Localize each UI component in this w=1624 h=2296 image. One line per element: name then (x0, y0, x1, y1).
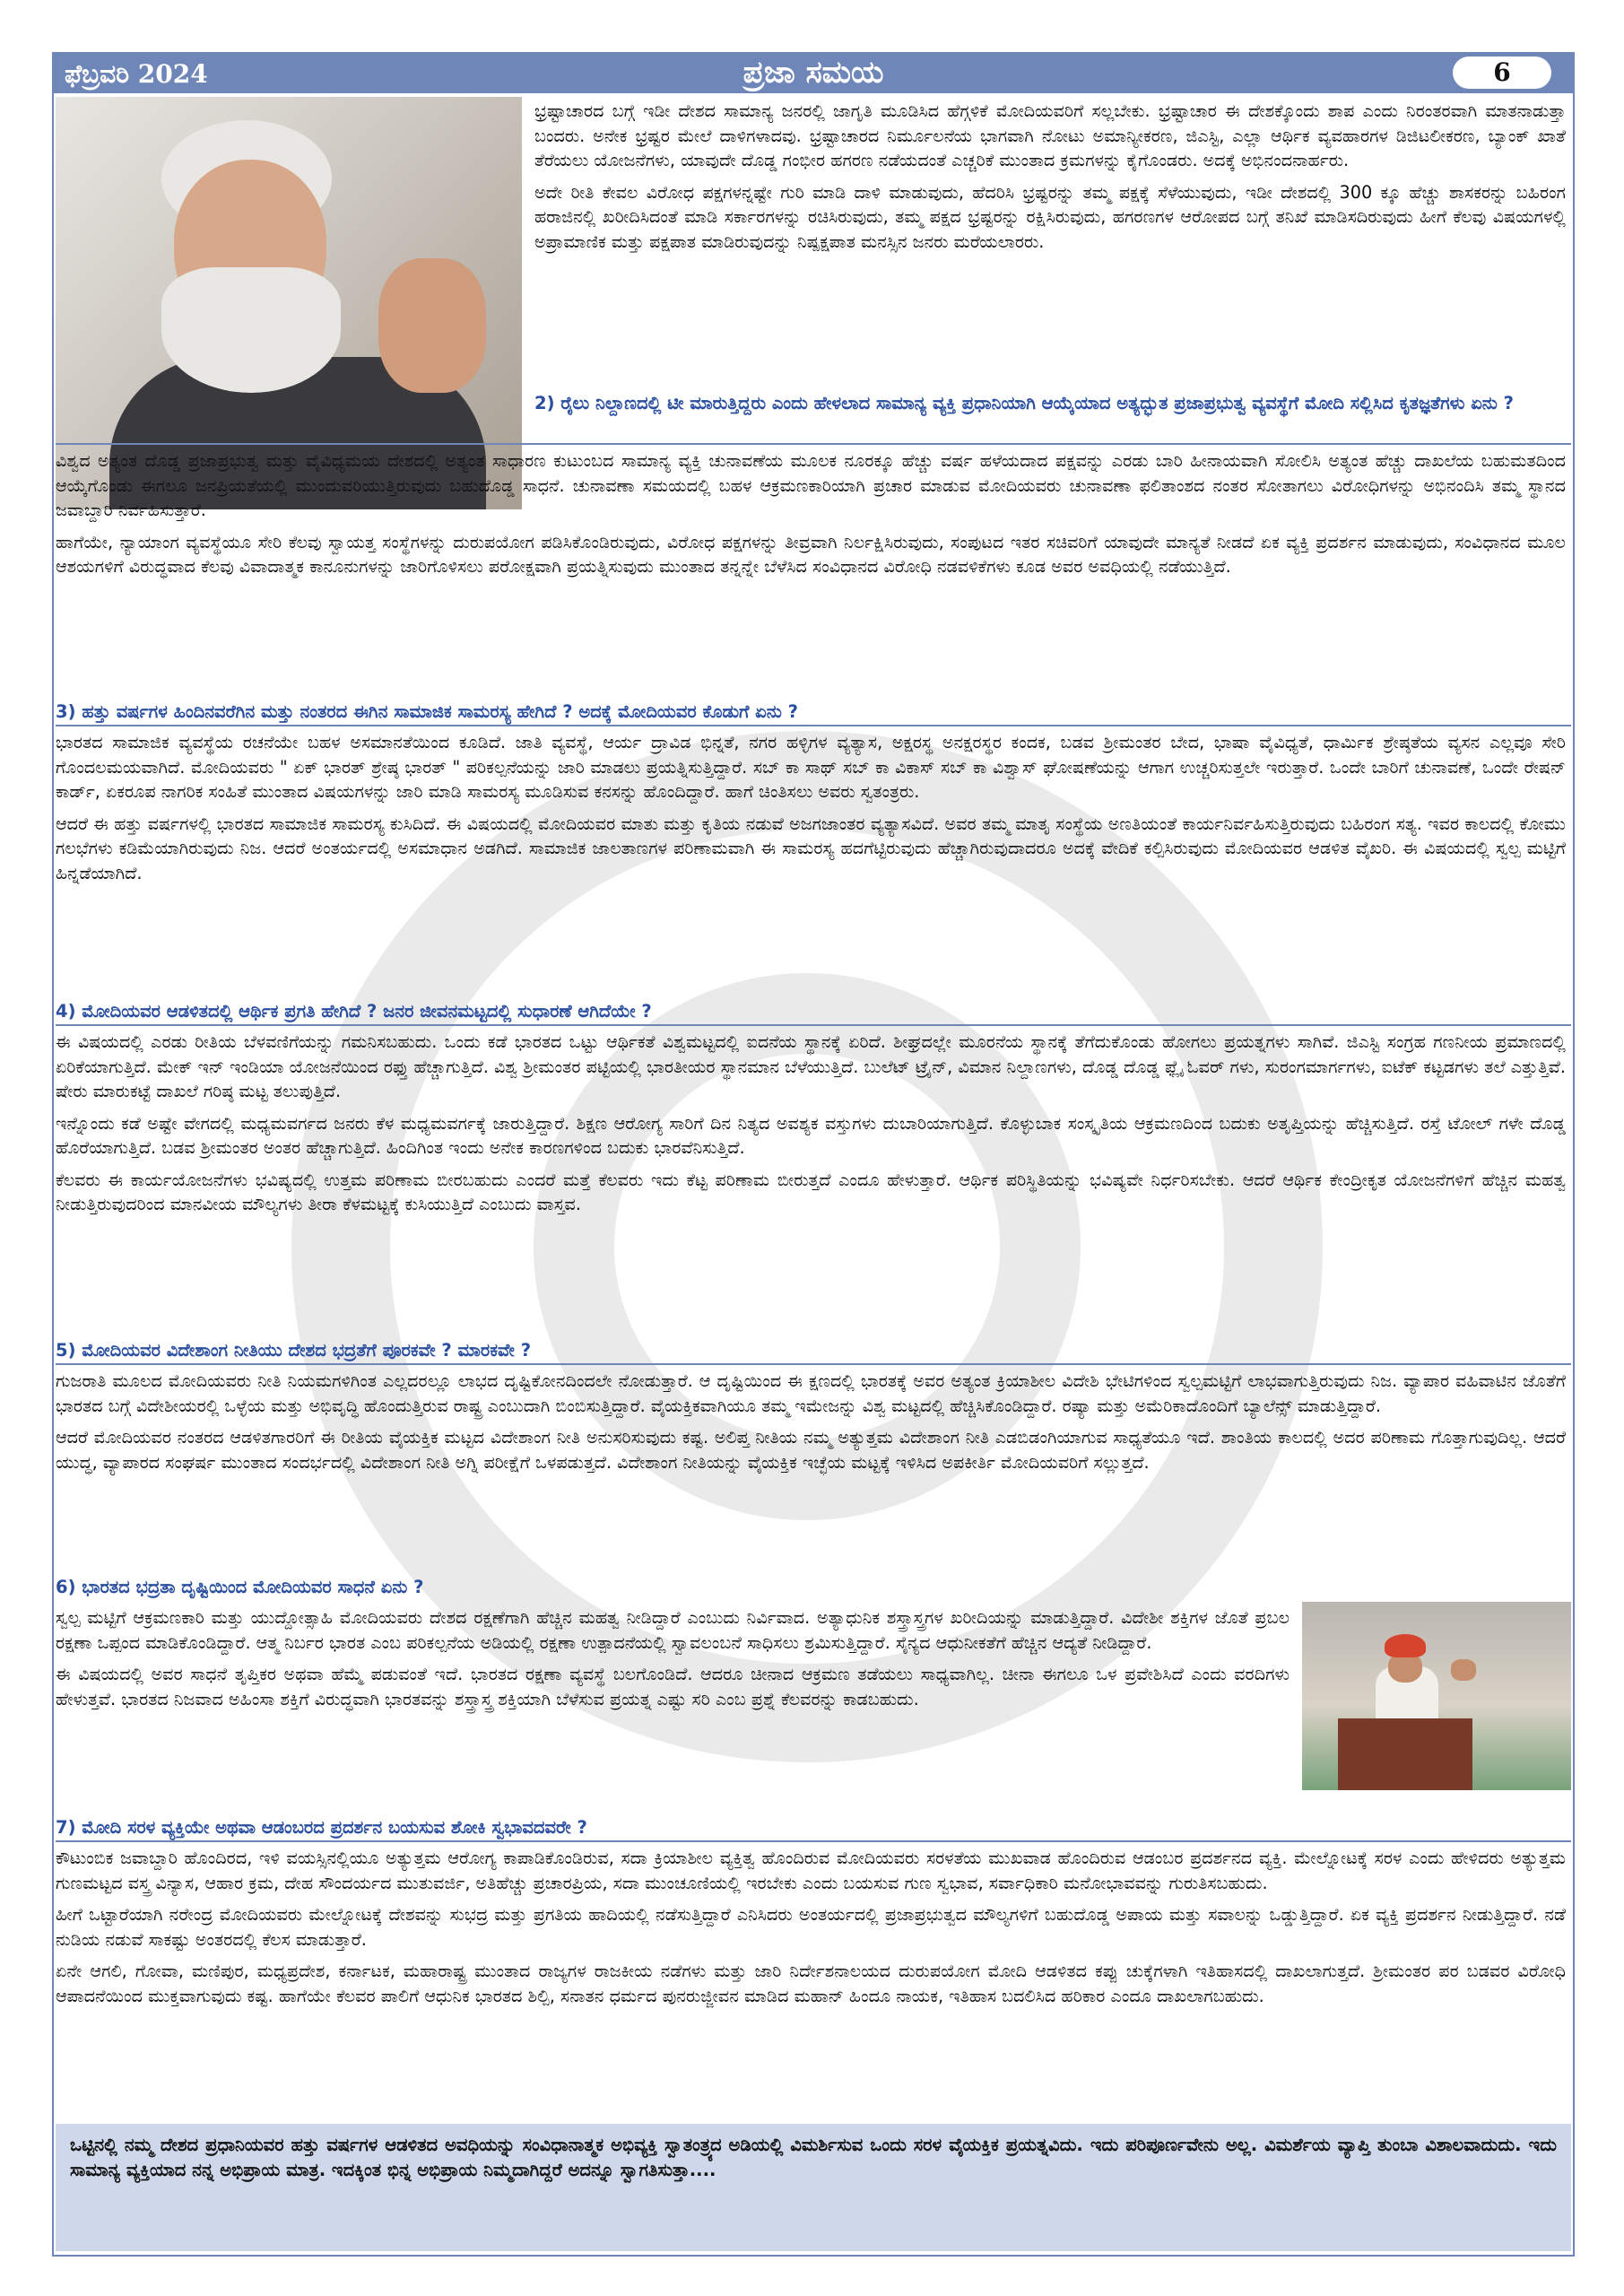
portrait-photo (56, 97, 522, 509)
paragraph: ವಿಶ್ವದ ಅತ್ಯಂತ ದೊಡ್ಡ ಪ್ರಜಾಪ್ರಭುತ್ವ ಮತ್ತು ವೈವಿಧ್ಯಮಯ ದೇಶದಲ್ಲಿ ಅತ್ಯಂತ ಸಾಧಾರಣ ಕುಟುಂಬದ ಸಾಮಾನ್ಯ ವ್ಯಕ್ತಿ ಚುನಾವಣೆಯ ಮೂಲಕ ನೂರಕ್ಕೂ ಹೆಚ್ಚು ವರ್ಷ ಹಳೆಯದಾದ ಪಕ್ಷವನ್ನು ಎರಡು ಬಾರಿ ಹೀನಾಯವಾಗಿ ಸೋಲಿಸಿ ಅತ್ಯಂತ ಹೆಚ್ಚು ದಾಖಲೆಯ ಬಹುಮತದಿಂದ ಆಯ್ಕೆಗೊಂಡು ಈಗಲೂ ಜನಪ್ರಿಯತೆಯಲ್ಲಿ ಮುಂದುವರಿಯುತ್ತಿರುವುದು ಬಹುದೊಡ್ಡ ಸಾಧನೆ. ಚುನಾವಣಾ ಸಮಯದಲ್ಲಿ ಬಹಳ ಆಕ್ರಮಣಕಾರಿಯಾಗಿ ಪ್ರಚಾರ ಮಾಡುವ ಮೋದಿಯವರು ಚುನಾವಣಾ ಫಲಿತಾಂಶದ ನಂತರ ಸೋತಾಗಲು ವಿರೋಧಿಗಳನ್ನು ಅಭಿನಂದಿಸಿ ತಮ್ಮ ಸ್ಥಾನದ ಜವಾಬ್ದಾರಿ ನಿರ್ವಹಿಸುತ್ತಾರೆ. (56, 450, 1566, 520)
paragraph: ಕೆಲವರು ಈ ಕಾರ್ಯಯೋಜನೆಗಳು ಭವಿಷ್ಯದಲ್ಲಿ ಉತ್ತಮ ಪರಿಣಾಮ ಬೀರಬಹುದು ಎಂದರೆ ಮತ್ತೆ ಕೆಲವರು ಇದು ಕೆಟ್ಟ ಪರಿಣಾಮ ಬೀರುತ್ತದೆ ಎಂದೂ ಹೇಳುತ್ತಾರೆ. ಆರ್ಥಿಕ ಪರಿಸ್ಥಿತಿಯನ್ನು ಭವಿಷ್ಯವೇ ನಿರ್ಧರಿಸಬೇಕು. ಆದರೆ ಆರ್ಥಿಕ ಕೇಂದ್ರೀಕೃತ ಯೋಜನೆಗಳಿಗೆ ಹೆಚ್ಚಿನ ಮಹತ್ವ ನೀಡುತ್ತಿರುವುದರಿಂದ ಮಾನವೀಯ ಮೌಲ್ಯಗಳು ತೀರಾ ಕೆಳಮಟ್ಟಕ್ಕೆ ಕುಸಿಯುತ್ತಿದೆ ಎಂಬುದು ವಾಸ್ತವ. (56, 1169, 1566, 1214)
paragraph: ಹೀಗೆ ಒಟ್ಟಾರೆಯಾಗಿ ನರೇಂದ್ರ ಮೋದಿಯವರು ಮೇಲ್ನೋಟಕ್ಕೆ ದೇಶವನ್ನು ಸುಭದ್ರ ಮತ್ತು ಪ್ರಗತಿಯ ಹಾದಿಯಲ್ಲಿ ನಡೆಸುತ್ತಿದ್ದಾರೆ ಎನಿಸಿದರು ಅಂತರ್ಯದಲ್ಲಿ ಪ್ರಜಾಪ್ರಭುತ್ವದ ಮೌಲ್ಯಗಳಿಗೆ ಬಹುದೊಡ್ಡ ಅಪಾಯ ಮತ್ತು ಸವಾಲನ್ನು ಒಡ್ಡುತ್ತಿದ್ದಾರೆ. ಏಕ ವ್ಯಕ್ತಿ ಪ್ರದರ್ಶನ ನೀಡುತ್ತಿದ್ದಾರೆ. ನಡೆ ನುಡಿಯ ನಡುವೆ ಸಾಕಷ್ಟು ಅಂತರದಲ್ಲಿ ಕೆಲಸ ಮಾಡುತ್ತಾರೆ. (56, 1904, 1566, 1950)
question-heading: 3) ಹತ್ತು ವರ್ಷಗಳ ಹಿಂದಿನವರೆಗಿನ ಮತ್ತು ನಂತರದ ಈಗಿನ ಸಾಮಾಜಿಕ ಸಾಮರಸ್ಯ ಹೇಗಿದೆ ? ಅದಕ್ಕೆ ಮೋದಿಯವರ ಕೊಡುಗೆ ಏನು ? (56, 701, 798, 722)
question-heading: 4) ಮೋದಿಯವರ ಆಡಳಿತದಲ್ಲಿ ಆರ್ಥಿಕ ಪ್ರಗತಿ ಹೇಗಿದೆ ? ಜನರ ಜೀವನಮಟ್ಟದಲ್ಲಿ ಸುಧಾರಣೆ ಆಗಿದೆಯೇ ? (56, 1001, 652, 1022)
answer-text (56, 1605, 1290, 1711)
closing-note-box (56, 2124, 1571, 2251)
paragraph: ಭಾರತದ ಸಾಮಾಜಿಕ ವ್ಯವಸ್ಥೆಯ ರಚನೆಯೇ ಬಹಳ ಅಸಮಾನತೆಯಿಂದ ಕೂಡಿದೆ. ಜಾತಿ ವ್ಯವಸ್ಥೆ, ಆರ್ಯ ದ್ರಾವಿಡ ಭಿನ್ನತೆ, ನಗರ ಹಳ್ಳಿಗಳ ವ್ಯತ್ಯಾಸ, ಅಕ್ಷರಸ್ಥ ಅನಕ್ಷರಸ್ಥರ ಕಂದಕ, ಬಡವ ಶ್ರೀಮಂತರ ಬೇದ, ಭಾಷಾ ವೈವಿಧ್ಯತೆ, ಧಾರ್ಮಿಕ ಶ್ರೇಷ್ಠತೆಯ ವ್ಯಸನ ಎಲ್ಲವೂ ಸೇರಿ ಗೊಂದಲಮಯವಾಗಿದೆ. ಮೋದಿಯವರು " ಏಕ್ ಭಾರತ್ ಶ್ರೇಷ್ಠ ಭಾರತ್ " ಪರಿಕಲ್ಪನೆಯನ್ನು ಜಾರಿ ಮಾಡಲು ಪ್ರಯತ್ನಿಸುತ್ತಿದ್ದಾರೆ. ಸಬ್ ಕಾ ಸಾಥ್ ಸಬ್ ಕಾ ವಿಕಾಸ್ ಸಬ್ ಕಾ ವಿಶ್ವಾಸ್ ಘೋಷಣೆಯನ್ನು ಆಗಾಗ ಉಚ್ಚರಿಸುತ್ತಲೇ ಇರುತ್ತಾರೆ. ಒಂದೇ ಬಾರಿಗೆ ಚುನಾವಣೆ, ಒಂದೇ ರೇಷನ್ ಕಾರ್ಡ್, ಏಕರೂಪ ನಾಗರಿಕ ಸಂಹಿತೆ ಮುಂತಾದ ವಿಷಯಗಳನ್ನು ಜಾರಿ ಮಾಡಿ ಸಾಮರಸ್ಯ ಮೂಡಿಸುವ ಕನಸನ್ನು ಹೊಂದಿದ್ದಾರೆ. ಹಾಗೆ ಚಿಂತಿಸಲು ಅವರು ಸ್ವತಂತ್ರರು. (56, 732, 1566, 802)
paragraph: ಭ್ರಷ್ಟಾಚಾರದ ಬಗ್ಗೆ ಇಡೀ ದೇಶದ ಸಾಮಾನ್ಯ ಜನರಲ್ಲಿ ಜಾಗೃತಿ ಮೂಡಿಸಿದ ಹೆಗ್ಗಳಿಕೆ ಮೋದಿಯವರಿಗೆ ಸಲ್ಲಬೇಕು. ಭ್ರಷ್ಟಾಚಾರ ಈ ದೇಶಕ್ಕೊಂದು ಶಾಪ ಎಂದು ನಿರಂತರವಾಗಿ ಮಾತನಾಡುತ್ತಾ ಬಂದರು. ಅನೇಕ ಭ್ರಷ್ಟರ ಮೇಲೆ ದಾಳಿಗಳಾದವು. ಭ್ರಷ್ಟಾಚಾರದ ನಿರ್ಮೂಲನೆಯ ಭಾಗವಾಗಿ ನೋಟು ಅಮಾನ್ಯೀಕರಣ, ಜಿಎಸ್ಟಿ, ಎಲ್ಲಾ ಆರ್ಥಿಕ ವ್ಯವಹಾರಗಳ ಡಿಜಿಟಲೀಕರಣ, ಬ್ಯಾಂಕ್ ಖಾತೆ ತೆರೆಯಲು ಯೋಜನೆಗಳು, ಯಾವುದೇ ದೊಡ್ಡ ಗಂಭೀರ ಹಗರಣ ನಡೆಯದಂತೆ ಎಚ್ಚರಿಕೆ ಮುಂತಾದ ಕ್ರಮಗಳನ್ನು ಕೈಗೊಂಡರು. ಅದಕ್ಕೆ ಅಭಿನಂದನಾರ್ಹರು. (534, 100, 1566, 170)
question-heading: 5) ಮೋದಿಯವರ ವಿದೇಶಾಂಗ ನೀತಿಯು ದೇಶದ ಭದ್ರತೆಗೆ ಪೂರಕವೇ ? ಮಾರಕವೇ ? (56, 1340, 532, 1361)
paragraph: ಆದರೆ ಮೋದಿಯವರ ನಂತರದ ಆಡಳಿತಗಾರರಿಗೆ ಈ ರೀತಿಯ ವೈಯಕ್ತಿಕ ಮಟ್ಟದ ವಿದೇಶಾಂಗ ನೀತಿ ಅನುಸರಿಸುವುದು ಕಷ್ಟ. ಅಲಿಪ್ತ ನೀತಿಯ ನಮ್ಮ ಅತ್ಯುತ್ತಮ ವಿದೇಶಾಂಗ ನೀತಿ ಎಡಬಿಡಂಗಿಯಾಗುವ ಸಾಧ್ಯತೆಯೂ ಇದೆ. ಶಾಂತಿಯ ಕಾಲದಲ್ಲಿ ಅದರ ಪರಿಣಾಮ ಗೊತ್ತಾಗುವುದಿಲ್ಲ. ಆದರೆ ಯುದ್ಧ, ವ್ಯಾಪಾರದ ಸಂಘರ್ಷ ಮುಂತಾದ ಸಂದರ್ಭದಲ್ಲಿ ವಿದೇಶಾಂಗ ನೀತಿ ಅಗ್ನಿ ಪರೀಕ್ಷೆಗೆ ಒಳಪಡುತ್ತದೆ. ವಿದೇಶಾಂಗ ನೀತಿಯನ್ನು ವೈಯಕ್ತಿಕ ಇಚ್ಛೆಯ ಮಟ್ಟಕ್ಕೆ ಇಳಿಸಿದ ಅಪಕೀರ್ತಿ ಮೋದಿಯವರಿಗೆ ಸಲ್ಲುತ್ತದೆ. (56, 1427, 1566, 1473)
divider (56, 1363, 1571, 1365)
paragraph: ಹಾಗೆಯೇ, ನ್ಯಾಯಾಂಗ ವ್ಯವಸ್ಥೆಯೂ ಸೇರಿ ಕೆಲವು ಸ್ವಾಯತ್ತ ಸಂಸ್ಥೆಗಳನ್ನು ದುರುಪಯೋಗ ಪಡಿಸಿಕೊಂಡಿರುವುದು, ವಿರೋಧ ಪಕ್ಷಗಳನ್ನು ತೀವ್ರವಾಗಿ ನಿರ್ಲಕ್ಷಿಸಿರುವುದು, ಸಂಪುಟದ ಇತರ ಸಚಿವರಿಗೆ ಯಾವುದೇ ಮಾನ್ಯತೆ ನೀಡದೆ ಏಕ ವ್ಯಕ್ತಿ ಪ್ರದರ್ಶನ ಮಾಡುವುದು, ಸಂವಿಧಾನದ ಮೂಲ ಆಶಯಗಳಿಗೆ ವಿರುದ್ಧವಾದ ಕೆಲವು ವಿವಾದಾತ್ಮಕ ಕಾನೂನುಗಳನ್ನು ಜಾರಿಗೊಳಿಸಲು ಪರೋಕ್ಷವಾಗಿ ಪ್ರಯತ್ನಿಸುವುದು ಮುಂತಾದ ತನ್ನನ್ನೇ ಬೆಳೆಸಿದ ಸಂವಿಧಾನದ ವಿರೋಧಿ ನಡವಳಿಕೆಗಳು ಕೂಡ ಅವರ ಅವಧಿಯಲ್ಲಿ ನಡೆಯುತ್ತಿದೆ. (56, 531, 1566, 577)
answer-text (56, 448, 1566, 579)
answer-text (56, 1369, 1566, 1474)
divider (56, 725, 1571, 726)
intro-text (534, 99, 1566, 254)
masthead (52, 52, 1575, 93)
question-heading: 2) ರೈಲು ನಿಲ್ದಾಣದಲ್ಲಿ ಟೀ ಮಾರುತ್ತಿದ್ದರು ಎಂದು ಹೇಳಲಾದ ಸಾಮಾನ್ಯ ವ್ಯಕ್ತಿ ಪ್ರಧಾನಿಯಾಗಿ ಆಯ್ಕೆಯಾದ ಅತ್ಯದ್ಭುತ ಪ್ರಜಾಪ್ರಭುತ್ವ ವ್ಯವಸ್ಥೆಗೆ ಮೋದಿ ಸಲ್ಲಿಸಿದ ಕೃತಜ್ಞತೆಗಳು ಏನು ? (534, 393, 1514, 413)
paragraph: ಆದರೆ ಈ ಹತ್ತು ವರ್ಷಗಳಲ್ಲಿ ಭಾರತದ ಸಾಮಾಜಿಕ ಸಾಮರಸ್ಯ ಕುಸಿದಿದೆ. ಈ ವಿಷಯದಲ್ಲಿ ಮೋದಿಯವರ ಮಾತು ಮತ್ತು ಕೃತಿಯ ನಡುವೆ ಅಜಗಜಾಂತರ ವ್ಯತ್ಯಾಸವಿದೆ. ಅವರ ತಮ್ಮ ಮಾತೃ ಸಂಸ್ಥೆಯ ಅಣತಿಯಂತೆ ಕಾರ್ಯನಿರ್ವಹಿಸುತ್ತಿರುವುದು ಬಹಿರಂಗ ಸತ್ಯ. ಇವರ ಕಾಲದಲ್ಲಿ ಕೋಮು ಗಲಭೆಗಳು ಕಡಿಮೆಯಾಗಿರುವುದು ನಿಜ. ಆದರೆ ಅಂತರ್ಯದಲ್ಲಿ ಅಸಮಾಧಾನ ಅಡಗಿದೆ. ಸಾಮಾಜಿಕ ಜಾಲತಾಣಗಳ ಪರಿಣಾಮವಾಗಿ ಈ ಸಾಮರಸ್ಯ ಹದಗೆಟ್ಟಿರುವುದು ಹೆಚ್ಚಾಗಿರುವುದಾದರೂ ಅದಕ್ಕೆ ವೇದಿಕೆ ಕಲ್ಪಿಸಿರುವುದು ಮೋದಿಯವರ ಆಡಳಿತ ವೈಖರಿ. ಈ ವಿಷಯದಲ್ಲಿ ಸ್ವಲ್ಪ ಮಟ್ಟಿಗೆ ಹಿನ್ನಡೆಯಾಗಿದೆ. (56, 813, 1566, 883)
question-heading: 6) ಭಾರತದ ಭದ್ರತಾ ದೃಷ್ಟಿಯಿಂದ ಮೋದಿಯವರ ಸಾಧನೆ ಏನು ? (56, 1577, 424, 1597)
divider (56, 443, 1571, 445)
paragraph: ಈ ವಿಷಯದಲ್ಲಿ ಅವರ ಸಾಧನೆ ತೃಪ್ತಿಕರ ಅಥವಾ ಹೆಮ್ಮೆ ಪಡುವಂತೆ ಇದೆ. ಭಾರತದ ರಕ್ಷಣಾ ವ್ಯವಸ್ಥೆ ಬಲಗೊಂಡಿದೆ. ಆದರೂ ಚೀನಾದ ಆಕ್ರಮಣ ತಡೆಯಲು ಸಾಧ್ಯವಾಗಿಲ್ಲ. ಚೀನಾ ಈಗಲೂ ಒಳ ಪ್ರವೇಶಿಸಿದೆ ಎಂದು ವರದಿಗಳು ಹೇಳುತ್ತವೆ. ಭಾರತದ ನಿಜವಾದ ಅಹಿಂಸಾ ಶಕ್ತಿಗೆ ವಿರುದ್ಧವಾಗಿ ಭಾರತವನ್ನು ಶಸ್ತ್ರಾಸ್ತ್ರ ಶಕ್ತಿಯಾಗಿ ಬೆಳೆಸುವ ಪ್ರಯತ್ನ ಎಷ್ಟು ಸರಿ ಎಂಬ ಪ್ರಶ್ನೆ ಕೆಲವರನ್ನು ಕಾಡಬಹುದು. (56, 1664, 1290, 1709)
newspaper-title: ಪ್ರಜಾ ಸಮಯ (743, 55, 884, 91)
paragraph: ಕೌಟುಂಬಿಕ ಜವಾಬ್ದಾರಿ ಹೊಂದಿರದ, ಇಳಿ ವಯಸ್ಸಿನಲ್ಲಿಯೂ ಅತ್ಯುತ್ತಮ ಆರೋಗ್ಯ ಕಾಪಾಡಿಕೊಂಡಿರುವ, ಸದಾ ಕ್ರಿಯಾಶೀಲ ವ್ಯಕ್ತಿತ್ವ ಹೊಂದಿರುವ ಮೋದಿಯವರು ಸರಳತೆಯ ಮುಖವಾಡ ಹೊಂದಿರುವ ಆಡಂಬರ ಪ್ರದರ್ಶನದ ವ್ಯಕ್ತಿ. ಮೇಲ್ನೋಟಕ್ಕೆ ಸರಳ ಎಂದು ಹೇಳಿದರು ಅತ್ಯುತ್ತಮ ಗುಣಮಟ್ಟದ ವಸ್ತ್ರ ವಿನ್ಯಾಸ, ಆಹಾರ ಕ್ರಮ, ದೇಹ ಸೌಂದರ್ಯದ ಮುತುವರ್ಜಿ, ಅತಿಹೆಚ್ಚು ಪ್ರಚಾರಪ್ರಿಯ, ಸದಾ ಮುಂಚೂಣಿಯಲ್ಲಿ ಇರಬೇಕು ಎಂದು ಬಯಸುವ ಗುಣ ಸ್ವಭಾವ, ಸರ್ವಾಧಿಕಾರಿ ಮನೋಭಾವವನ್ನು ಗುರುತಿಸಬಹುದು. (56, 1848, 1566, 1893)
issue-date: ಫೆಬ್ರವರಿ 2024 (65, 59, 208, 89)
speech-photo (1302, 1602, 1571, 1790)
paragraph: ಏನೇ ಆಗಲಿ, ಗೋವಾ, ಮಣಿಪುರ, ಮಧ್ಯಪ್ರದೇಶ, ಕರ್ನಾಟಕ, ಮಹಾರಾಷ್ಟ್ರ ಮುಂತಾದ ರಾಜ್ಯಗಳ ರಾಜಕೀಯ ನಡೆಗಳು ಮತ್ತು ಜಾರಿ ನಿರ್ದೇಶನಾಲಯದ ದುರುಪಯೋಗ ಮೋದಿ ಆಡಳಿತದ ಕಪ್ಪು ಚುಕ್ಕೆಗಳಾಗಿ ಇತಿಹಾಸದಲ್ಲಿ ದಾಖಲಾಗುತ್ತದೆ. ಶ್ರೀಮಂತರ ಪರ ಬಡವರ ವಿರೋಧಿ ಆಪಾದನೆಯಿಂದ ಮುಕ್ತವಾಗುವುದು ಕಷ್ಟ. ಹಾಗೆಯೇ ಕೆಲವರ ಪಾಲಿಗೆ ಆಧುನಿಕ ಭಾರತದ ಶಿಲ್ಪಿ, ಸನಾತನ ಧರ್ಮದ ಪುನರುಜ್ಜೀವನ ಮಾಡಿದ ಮಹಾನ್ ಹಿಂದೂ ನಾಯಕ, ಇತಿಹಾಸ ಬದಲಿಸಿದ ಹರಿಕಾರ ಎಂದೂ ದಾಖಲಾಗಬಹುದು. (56, 1961, 1566, 2006)
divider (56, 1024, 1571, 1026)
divider (56, 1840, 1571, 1842)
page-number: 6 (1453, 57, 1551, 89)
answer-text (56, 730, 1566, 885)
paragraph: ಅದೇ ರೀತಿ ಕೇವಲ ವಿರೋಧ ಪಕ್ಷಗಳನ್ನಷ್ಟೇ ಗುರಿ ಮಾಡಿ ದಾಳಿ ಮಾಡುವುದು, ಹೆದರಿಸಿ ಭ್ರಷ್ಟರನ್ನು ತಮ್ಮ ಪಕ್ಷಕ್ಕೆ ಸೆಳೆಯುವುದು, ಇಡೀ ದೇಶದಲ್ಲಿ 300 ಕ್ಕೂ ಹೆಚ್ಚು ಶಾಸಕರನ್ನು ಬಹಿರಂಗ ಹರಾಜಿನಲ್ಲಿ ಖರೀದಿಸಿದಂತೆ ಮಾಡಿ ಸರ್ಕಾರಗಳನ್ನು ರಚಿಸಿರುವುದು, ತಮ್ಮ ಪಕ್ಷದ ಭ್ರಷ್ಟರನ್ನು ರಕ್ಷಿಸಿರುವುದು, ಹಗರಣಗಳ ಆರೋಪದ ಬಗ್ಗೆ ತನಿಖೆ ಮಾಡಿಸದಿರುವುದು ಹೀಗೆ ಕೆಲವು ವಿಷಯಗಳಲ್ಲಿ ಅಪ್ರಾಮಾಣಿಕ ಮತ್ತು ಪಕ್ಷಪಾತ ಮಾಡಿರುವುದನ್ನು ನಿಷ್ಪಕ್ಷಪಾತ ಮನಸ್ಸಿನ ಜನರು ಮರೆಯಲಾರರು. (534, 181, 1566, 252)
paragraph: ಸ್ವಲ್ಪ ಮಟ್ಟಿಗೆ ಆಕ್ರಮಣಕಾರಿ ಮತ್ತು ಯುದ್ದೋತ್ಸಾಹಿ ಮೋದಿಯವರು ದೇಶದ ರಕ್ಷಣೆಗಾಗಿ ಹೆಚ್ಚಿನ ಮಹತ್ವ ನೀಡಿದ್ದಾರೆ ಎಂಬುದು ನಿರ್ವಿವಾದ. ಅತ್ಯಾಧುನಿಕ ಶಸ್ತ್ರಾಸ್ತ್ರಗಳ ಖರೀದಿಯನ್ನು ಮಾಡುತ್ತಿದ್ದಾರೆ. ವಿದೇಶೀ ಶಕ್ತಿಗಳ ಜೊತೆ ಪ್ರಬಲ ರಕ್ಷಣಾ ಒಪ್ಪಂದ ಮಾಡಿಕೊಂಡಿದ್ದಾರೆ. ಆತ್ಮ ನಿರ್ಬರ ಭಾರತ ಎಂಬ ಪರಿಕಲ್ಪನೆಯ ಅಡಿಯಲ್ಲಿ ರಕ್ಷಣಾ ಉತ್ಪಾದನೆಯಲ್ಲಿ ಸ್ವಾವಲಂಬನೆ ಸಾಧಿಸಲು ಶ್ರಮಿಸುತ್ತಿದ್ದಾರೆ. ಸೈನ್ಯದ ಆಧುನೀಕತೆಗೆ ಹೆಚ್ಚಿನ ಆದ್ಯತೆ ನೀಡಿದ್ದಾರೆ. (56, 1607, 1290, 1653)
paragraph: ಇನ್ನೊಂದು ಕಡೆ ಅಷ್ಟೇ ವೇಗದಲ್ಲಿ ಮಧ್ಯಮವರ್ಗದ ಜನರು ಕೆಳ ಮಧ್ಯಮವರ್ಗಕ್ಕೆ ಜಾರುತ್ತಿದ್ದಾರೆ. ಶಿಕ್ಷಣ ಆರೋಗ್ಯ ಸಾರಿಗೆ ದಿನ ನಿತ್ಯದ ಅವಶ್ಯಕ ವಸ್ತುಗಳು ದುಬಾರಿಯಾಗುತ್ತಿದೆ. ಕೊಳ್ಳುಬಾಕ ಸಂಸ್ಕೃತಿಯ ಆಕ್ರಮಣದಿಂದ ಬದುಕು ಅತೃಪ್ತಿಯನ್ನು ಹೆಚ್ಚಿಸುತ್ತಿದೆ. ರಸ್ತೆ ಟೋಲ್ ಗಳೇ ದೊಡ್ಡ ಹೊರೆಯಾಗುತ್ತಿದೆ. ಬಡವ ಶ್ರೀಮಂತರ ಅಂತರ ಹೆಚ್ಚಾಗುತ್ತಿದೆ. ಹಿಂದಿಗಿಂತ ಇಂದು ಅನೇಕ ಕಾರಣಗಳಿಂದ ಬದುಕು ಭಾರವೆನಿಸುತ್ತಿದೆ. (56, 1112, 1566, 1158)
answer-text (56, 1846, 1566, 2008)
paragraph: ಗುಜರಾತಿ ಮೂಲದ ಮೋದಿಯವರು ನೀತಿ ನಿಯಮಗಳಿಗಿಂತ ಎಲ್ಲದರಲ್ಲೂ ಲಾಭದ ದೃಷ್ಟಿಕೋನದಿಂದಲೇ ನೋಡುತ್ತಾರೆ. ಆ ದೃಷ್ಟಿಯಿಂದ ಈ ಕ್ಷಣದಲ್ಲಿ ಭಾರತಕ್ಕೆ ಅವರ ಅತ್ಯಂತ ಕ್ರಿಯಾಶೀಲ ವಿದೇಶಿ ಭೇಟಿಗಳಿಂದ ಸ್ವಲ್ಪಮಟ್ಟಿಗೆ ಲಾಭವಾಗುತ್ತಿರುವುದು ನಿಜ. ವ್ಯಾಪಾರ ವಹಿವಾಟಿನ ಜೊತೆಗೆ ಭಾರತದ ಬಗ್ಗೆ ವಿದೇಶೀಯರಲ್ಲಿ ಒಳ್ಳೆಯ ಮತ್ತು ಅಭಿವೃದ್ಧಿ ಹೊಂದುತ್ತಿರುವ ರಾಷ್ಟ್ರ ಎಂಬುದಾಗಿ ಬಿಂಬಿಸುತ್ತಿದ್ದಾರೆ. ವೈಯಕ್ತಿಕವಾಗಿಯೂ ತಮ್ಮ ಇಮೇಜನ್ನು ವಿಶ್ವ ಮಟ್ಟದಲ್ಲಿ ಹೆಚ್ಚಿಸಿಕೊಂಡಿದ್ದಾರೆ. ರಷ್ಯಾ ಮತ್ತು ಅಮೆರಿಕಾದೊಂದಿಗೆ ಬ್ಯಾಲೆನ್ಸ್ ಮಾಡುತ್ತಿದ್ದಾರೆ. (56, 1370, 1566, 1416)
question-heading: 7) ಮೋದಿ ಸರಳ ವ್ಯಕ್ತಿಯೇ ಅಥವಾ ಆಡಂಬರದ ಪ್ರದರ್ಶನ ಬಯಸುವ ಶೋಕಿ ಸ್ವಭಾವದವರೇ ? (56, 1817, 587, 1838)
paragraph: ಈ ವಿಷಯದಲ್ಲಿ ಎರಡು ರೀತಿಯ ಬೆಳವಣಿಗೆಯನ್ನು ಗಮನಿಸಬಹುದು. ಒಂದು ಕಡೆ ಭಾರತದ ಒಟ್ಟು ಆರ್ಥಿಕತೆ ವಿಶ್ವಮಟ್ಟದಲ್ಲಿ ಐದನೆಯ ಸ್ಥಾನಕ್ಕೆ ಏರಿದೆ. ಶೀಘ್ರದಲ್ಲೇ ಮೂರನೆಯ ಸ್ಥಾನಕ್ಕೆ ತೆಗೆದುಕೊಂಡು ಹೋಗಲು ಪ್ರಯತ್ನಗಳು ಸಾಗಿವೆ. ಜಿಎಸ್ಟಿ ಸಂಗ್ರಹ ಗಣನೀಯ ಪ್ರಮಾಣದಲ್ಲಿ ಏರಿಕೆಯಾಗುತ್ತಿದೆ. ಮೇಕ್ ಇನ್ ಇಂಡಿಯಾ ಯೋಜನೆಯಿಂದ ರಫ್ತು ಹೆಚ್ಚಾಗುತ್ತಿದೆ. ವಿಶ್ವ ಶ್ರೀಮಂತರ ಪಟ್ಟಿಯಲ್ಲಿ ಭಾರತೀಯರ ಸ್ಥಾನಮಾನ ಬೆಳೆಯುತ್ತಿದೆ. ಬುಲೆಟ್ ಟ್ರೈನ್, ವಿಮಾನ ನಿಲ್ದಾಣಗಳು, ದೊಡ್ಡ ದೊಡ್ಡ ಫ್ಲೈ ಓವರ್ ಗಳು, ಸುರಂಗಮಾರ್ಗಗಳು, ಐಟೆಕ್ ಕಟ್ಟಡಗಳು ತಲೆ ಎತ್ತುತ್ತಿವೆ. ಷೇರು ಮಾರುಕಟ್ಟೆ ದಾಖಲೆ ಗರಿಷ್ಠ ಮಟ್ಟ ತಲುಪುತ್ತಿದೆ. (56, 1031, 1566, 1101)
closing-note: ಒಟ್ಟಿನಲ್ಲಿ ನಮ್ಮ ದೇಶದ ಪ್ರಧಾನಿಯವರ ಹತ್ತು ವರ್ಷಗಳ ಆಡಳಿತದ ಅವಧಿಯನ್ನು ಸಂವಿಧಾನಾತ್ಮಕ ಅಭಿವ್ಯಕ್ತಿ ಸ್ವಾತಂತ್ರ್ಯದ ಅಡಿಯಲ್ಲಿ ವಿಮರ್ಶಿಸುವ ಒಂದು ಸರಳ ವೈಯಕ್ತಿಕ ಪ್ರಯತ್ನವಿದು. ಇದು ಪರಿಪೂರ್ಣವೇನು ಅಲ್ಲ. ವಿಮರ್ಶೆಯ ವ್ಯಾಪ್ತಿ ತುಂಬಾ ವಿಶಾಲವಾದುದು. ಇದು ಸಾಮಾನ್ಯ ವ್ಯಕ್ತಿಯಾದ ನನ್ನ ಅಭಿಪ್ರಾಯ ಮಾತ್ರ. ಇದಕ್ಕಿಂತ ಭಿನ್ನ ಅಭಿಪ್ರಾಯ ನಿಮ್ಮದಾಗಿದ್ದರೆ ಅದನ್ನೂ ಸ್ವಾಗತಿಸುತ್ತಾ.... (70, 2135, 1557, 2180)
answer-text (56, 1030, 1566, 1217)
